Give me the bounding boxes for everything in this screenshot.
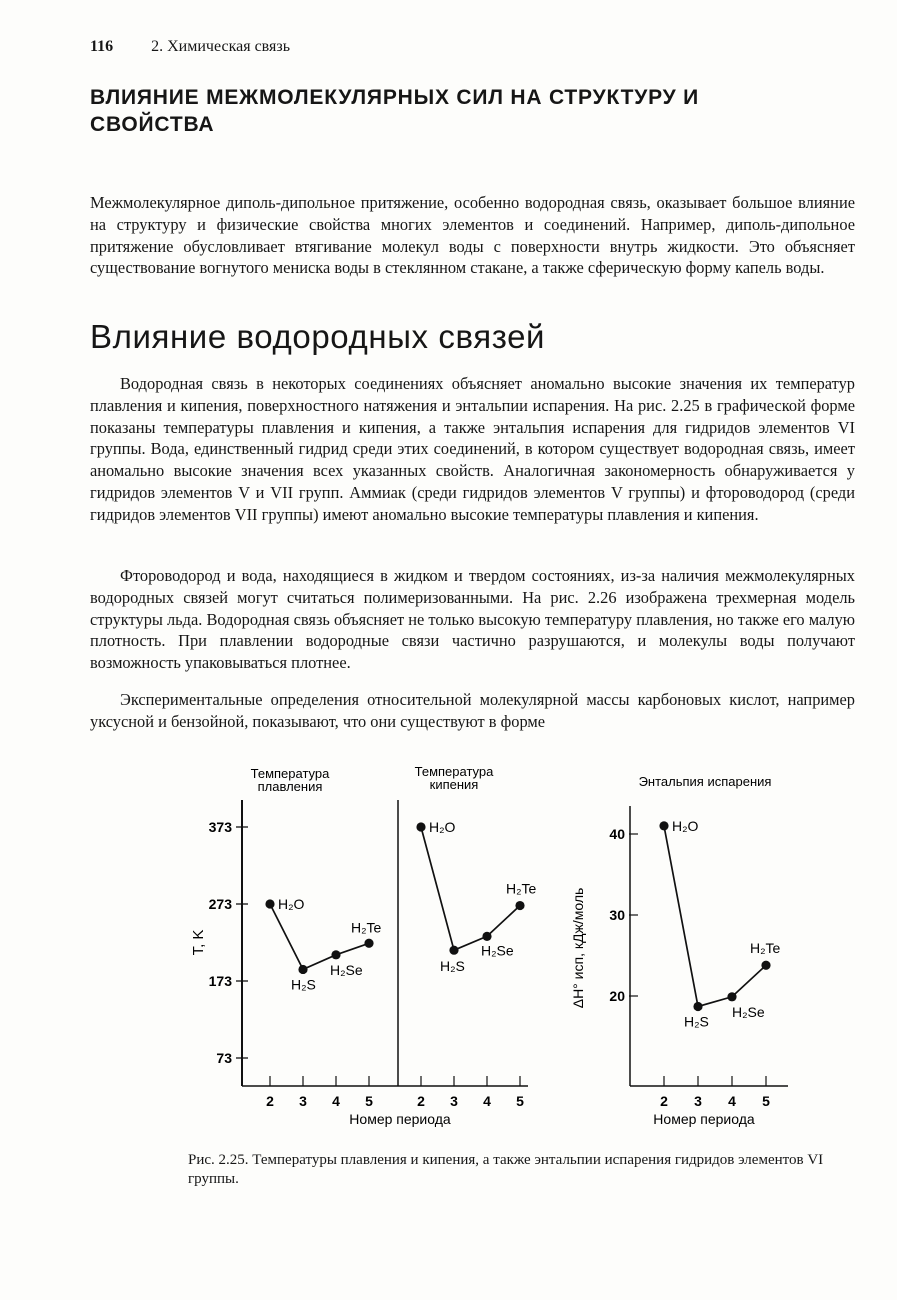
subsection-title: Влияние водородных связей — [90, 318, 546, 355]
melting-point-label: H₂Te — [351, 919, 382, 936]
melting-point-h2te — [364, 939, 373, 948]
temp-y-tick-label: 173 — [208, 973, 232, 989]
melting-x-tick-label: 3 — [299, 1093, 307, 1109]
page-number: 116 — [90, 38, 114, 55]
melting-point-label: H₂Se — [330, 961, 363, 978]
enthalpy-point-h2s — [693, 1002, 702, 1011]
enthalpy-point-label: H₂O — [672, 817, 699, 834]
boiling-point-label: H₂Se — [481, 942, 514, 959]
temp-y-tick-label: 373 — [208, 819, 232, 835]
melting-point-label: H₂S — [291, 976, 316, 993]
melting-point-h2se — [331, 950, 340, 959]
figure-2-25 — [170, 758, 810, 1138]
boiling-x-tick-label: 2 — [417, 1093, 425, 1109]
melting-line — [270, 904, 369, 969]
enthalpy-title: Энтальпия испарения — [638, 774, 772, 789]
melting-x-tick-label: 2 — [266, 1093, 274, 1109]
melting-point-h2o — [265, 899, 274, 908]
paragraph-carboxylic: Экспериментальные определения относительной молекулярной массы карбоновых кислот, например уксусной и бензойной, показывают, что они существуют в форме — [90, 690, 855, 731]
enthalpy-point-label: H₂Se — [732, 1003, 765, 1020]
paragraph-polymerized: Фтороводород и вода, находящиеся в жидком и твердом состояниях, из-за наличия межмолекулярных водородных связей могут считаться полимеризованными. На рис. 2.26 изображена трехмерная модель структуры льда. Водородная связь объясняет не только высокую температуру плавления, но также его малую плотность. При плавлении водородные связи частично разрушаются, и молекулы воды получают возможность упаковываться плотнее. — [90, 566, 856, 673]
boiling-x-tick-label: 4 — [483, 1093, 491, 1109]
enthalpy-point-h2se — [727, 992, 736, 1001]
enthalpy-x-tick-label: 4 — [728, 1093, 736, 1109]
boiling-point-label: H₂Te — [506, 880, 537, 897]
enthalpy-y-tick-label: 20 — [609, 988, 625, 1004]
enthalpy-x-tick-label: 2 — [660, 1093, 668, 1109]
melting-point-label: H₂O — [278, 896, 305, 912]
figure-2-25-chart — [170, 758, 810, 1138]
enthalpy-x-tick-label: 5 — [762, 1093, 770, 1109]
boiling-point-h2te — [515, 901, 524, 910]
boiling-point-label: H₂S — [440, 958, 465, 975]
boiling-point-label: H₂O — [429, 819, 456, 835]
boiling-x-tick-label: 3 — [450, 1093, 458, 1109]
enthalpy-y-axis-label: ΔH° исп, кДж/моль — [570, 887, 586, 1009]
temp-y-axis-label: T, K — [190, 929, 207, 956]
enthalpy-line — [664, 826, 766, 1007]
temp-x-axis-label: Номер периода — [349, 1111, 451, 1127]
melting-x-tick-label: 5 — [365, 1093, 373, 1109]
boiling-x-tick-label: 5 — [516, 1093, 524, 1109]
enthalpy-y-tick-label: 40 — [609, 826, 625, 842]
temp-y-tick-label: 73 — [216, 1050, 232, 1066]
melting-point-h2s — [298, 965, 307, 974]
page-header — [90, 38, 290, 56]
enthalpy-point-label: H₂Te — [750, 940, 781, 957]
boiling-point-h2se — [482, 932, 491, 941]
enthalpy-point-h2o — [659, 821, 668, 830]
boiling-point-h2s — [449, 946, 458, 955]
melting-title-line1: Температура — [250, 766, 330, 781]
temp-y-tick-label: 273 — [208, 896, 232, 912]
boiling-title-line1: Температура — [414, 764, 494, 779]
melting-x-tick-label: 4 — [332, 1093, 340, 1109]
figure-caption: Рис. 2.25. Температуры плавления и кипения, а также энтальпии испарения гидридов элементов VI группы. — [188, 1152, 824, 1187]
enthalpy-point-h2te — [761, 961, 770, 970]
paragraph-intro: Межмолекулярное диполь-дипольное притяжение, особенно водородная связь, оказывает большое влияние на структуру и физические свойства многих элементов и соединений. Например, диполь-дипольное притяжение обусловливает втягивание молекул воды с поверхности внутрь жидкости. Это объясняет существование вогнутого мениска воды в стеклянном стакане, а также сферическую форму капель воды. — [90, 193, 855, 278]
section-title: ВЛИЯНИЕ МЕЖМОЛЕКУЛЯРНЫХ СИЛ НА СТРУКТУРУ И СВОЙСТВА — [90, 86, 700, 136]
boiling-title-line2: кипения — [429, 777, 479, 792]
enthalpy-point-label: H₂S — [684, 1013, 709, 1030]
enthalpy-x-axis-label: Номер периода — [653, 1111, 755, 1127]
enthalpy-x-tick-label: 3 — [694, 1093, 702, 1109]
melting-title-line2: плавления — [257, 779, 323, 794]
chapter-title: 2. Химическая связь — [151, 38, 290, 55]
enthalpy-y-tick-label: 30 — [609, 907, 625, 923]
paragraph-hydrogen-bond: Водородная связь в некоторых соединениях объясняет аномально высокие значения их температур плавления и кипения, поверхностного натяжения и энтальпии испарения. На рис. 2.25 в графической форме показаны температуры плавления и кипения, а также энтальпия испарения для гидридов элементов VI группы. Вода, единственный гидрид среди этих соединений, в котором существует водородная связь, имеет аномально высокие значения всех указанных свойств. Аналогичная закономерность обнаруживается у гидридов элементов V и VII групп. Аммиак (среди гидридов элементов V группы) и фтороводород (среди гидридов элементов VII группы) имеют аномально высокие температуры плавления и кипения. — [90, 374, 855, 524]
boiling-point-h2o — [416, 822, 425, 831]
